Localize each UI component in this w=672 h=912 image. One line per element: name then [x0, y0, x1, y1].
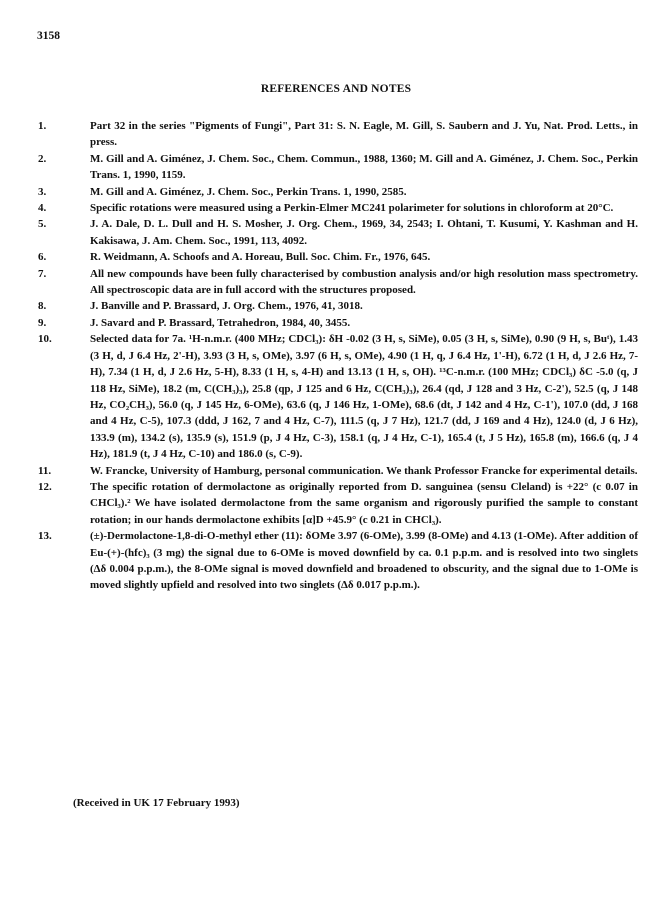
reference-number: 13.	[38, 530, 52, 543]
reference-item	[38, 151, 638, 184]
reference-item	[38, 118, 638, 151]
reference-number: 5.	[38, 218, 47, 231]
reference-text: J. A. Dale, D. L. Dull and H. S. Mosher, J. Org. Chem., 1969, 34, 2543; I. Ohtani, T. Kusumi, Y. Kashman and H. Kakisawa, J. Am. Chem. Soc., 1991, 113, 4092.	[90, 218, 638, 247]
page-number: 3158	[37, 30, 60, 42]
reference-item	[38, 249, 638, 265]
reference-item	[38, 528, 638, 594]
reference-text: J. Banville and P. Brassard, J. Org. Chem., 1976, 41, 3018.	[90, 300, 363, 313]
reference-text: Selected data for 7a. ¹H-n.m.r. (400 MHz; CDCl₃): δH -0.02 (3 H, s, SiMe), 0.05 (3 H, s, SiMe), 0.90 (9 H, s, Buᵗ), 1.43 (3 H, d, J 6.4 Hz, 2'-H), 3.93 (3 H, s, OMe), 3.97 (6 H, s, OMe), 4.90 (1 H, q, J 6.4 Hz, 1'-H), 6.72 (1 H, d, J 2.6 Hz, 7-H), 7.34 (1 H, d, J 2.6 Hz, 5-H), 8.33 (1 H, s, 4-H) and 13.13 (1 H, s, OH). ¹³C-n.m.r. (100 MHz; CDCl₃) δC -5.0 (q, J 118 Hz, SiMe), 18.2 (m, C(CH₃)₃), 25.8 (qp, J 125 and 6 Hz, C(CH₃)₃), 26.4 (qd, J 128 and 3 Hz, C-2'), 52.5 (q, J 148 Hz, CO₂CH₃), 56.0 (q, J 145 Hz, 6-OMe), 63.6 (q, J 146 Hz, 1-OMe), 68.6 (dt, J 142 and 4 Hz, C-1'), 107.0 (dd, J 168 and 4 Hz, C-5), 107.3 (ddd, J 162, 7 and 4 Hz, C-7), 111.5 (q, J 7 Hz), 121.7 (dd, J 169 and 4 Hz), 124.0 (d, J 6 Hz), 133.9 (m), 134.2 (s), 135.9 (s), 151.9 (p, J 4 Hz, C-3), 158.1 (q, J 4 Hz, C-1), 165.4 (t, J 5 Hz), 165.8 (m), 166.6 (q, J 4 Hz), 181.9 (t, J 4 Hz, C-10) and 186.0 (s, C-9).	[90, 333, 638, 461]
reference-number: 12.	[38, 480, 52, 493]
reference-number: 9.	[38, 316, 47, 329]
reference-number: 3.	[38, 185, 47, 198]
reference-item	[38, 298, 638, 314]
reference-text: (±)-Dermolactone-1,8-di-O-methyl ether (11): δOMe 3.97 (6-OMe), 3.99 (8-OMe) and 4.13 (1-OMe). After addition of Eu-(+)-(hfc)₃ (3 mg) the signal due to 6-OMe is moved downfield by ca. 0.1 p.p.m. and is resolved into two singlets (Δδ 0.004 p.p.m.), the 8-OMe signal is moved downfield and broadened to obscurity, and the signal due to 1-OMe is moved slightly upfield and resolved into two singlets (Δδ 0.017 p.p.m.).	[90, 530, 638, 592]
reference-number: 1.	[38, 120, 47, 132]
reference-item	[38, 463, 638, 479]
reference-text: All new compounds have been fully characterised by combustion analysis and/or high resolution mass spectrometry. All spectroscopic data are in full accord with the structures proposed.	[90, 267, 638, 297]
reference-text: M. Gill and A. Giménez, J. Chem. Soc., Perkin Trans. 1, 1990, 2585.	[90, 185, 407, 198]
reference-text: Part 32 in the series "Pigments of Fungi", Part 31: S. N. Eagle, M. Gill, S. Saubern and J. Yu, Nat. Prod. Letts., in press.	[90, 120, 638, 149]
reference-item	[38, 479, 638, 528]
reference-item	[38, 216, 638, 249]
reference-text: M. Gill and A. Giménez, J. Chem. Soc., Chem. Commun., 1988, 1360; M. Gill and A. Giménez, J. Chem. Soc., Perkin Trans. 1, 1990, 1159.	[90, 152, 638, 182]
reference-number: 8.	[38, 300, 47, 313]
reference-text: J. Savard and P. Brassard, Tetrahedron, 1984, 40, 3455.	[90, 316, 351, 329]
reference-text: R. Weidmann, A. Schoofs and A. Horeau, Bull. Soc. Chim. Fr., 1976, 645.	[90, 251, 431, 264]
reference-item	[38, 266, 638, 299]
reference-number: 2.	[38, 152, 47, 165]
reference-item	[38, 200, 638, 216]
reference-item	[38, 184, 638, 200]
reference-text: W. Francke, University of Hamburg, personal communication. We thank Professor Francke for experimental details.	[90, 464, 638, 477]
reference-item	[38, 315, 638, 331]
reference-item	[38, 331, 638, 462]
references-heading: REFERENCES AND NOTES	[260, 83, 412, 95]
references-list	[38, 118, 638, 594]
reference-number: 10.	[38, 333, 52, 346]
received-date: (Received in UK 17 February 1993)	[73, 797, 240, 809]
reference-number: 4.	[38, 202, 47, 215]
reference-number: 11.	[38, 464, 52, 477]
reference-number: 7.	[38, 267, 47, 280]
reference-text: The specific rotation of dermolactone as originally reported from D. sanguinea (sensu Cleland) is +22° (c 0.07 in CHCl₃).² We have isolated dermolactone from the same organism and rigorously purified the sample to constant rotation; in our hands dermolactone exhibits [α]D +45.9° (c 0.21 in CHCl₃).	[90, 480, 638, 526]
reference-number: 6.	[38, 251, 47, 264]
reference-text: Specific rotations were measured using a Perkin-Elmer MC241 polarimeter for solutions in chloroform at 20°C.	[90, 202, 614, 215]
